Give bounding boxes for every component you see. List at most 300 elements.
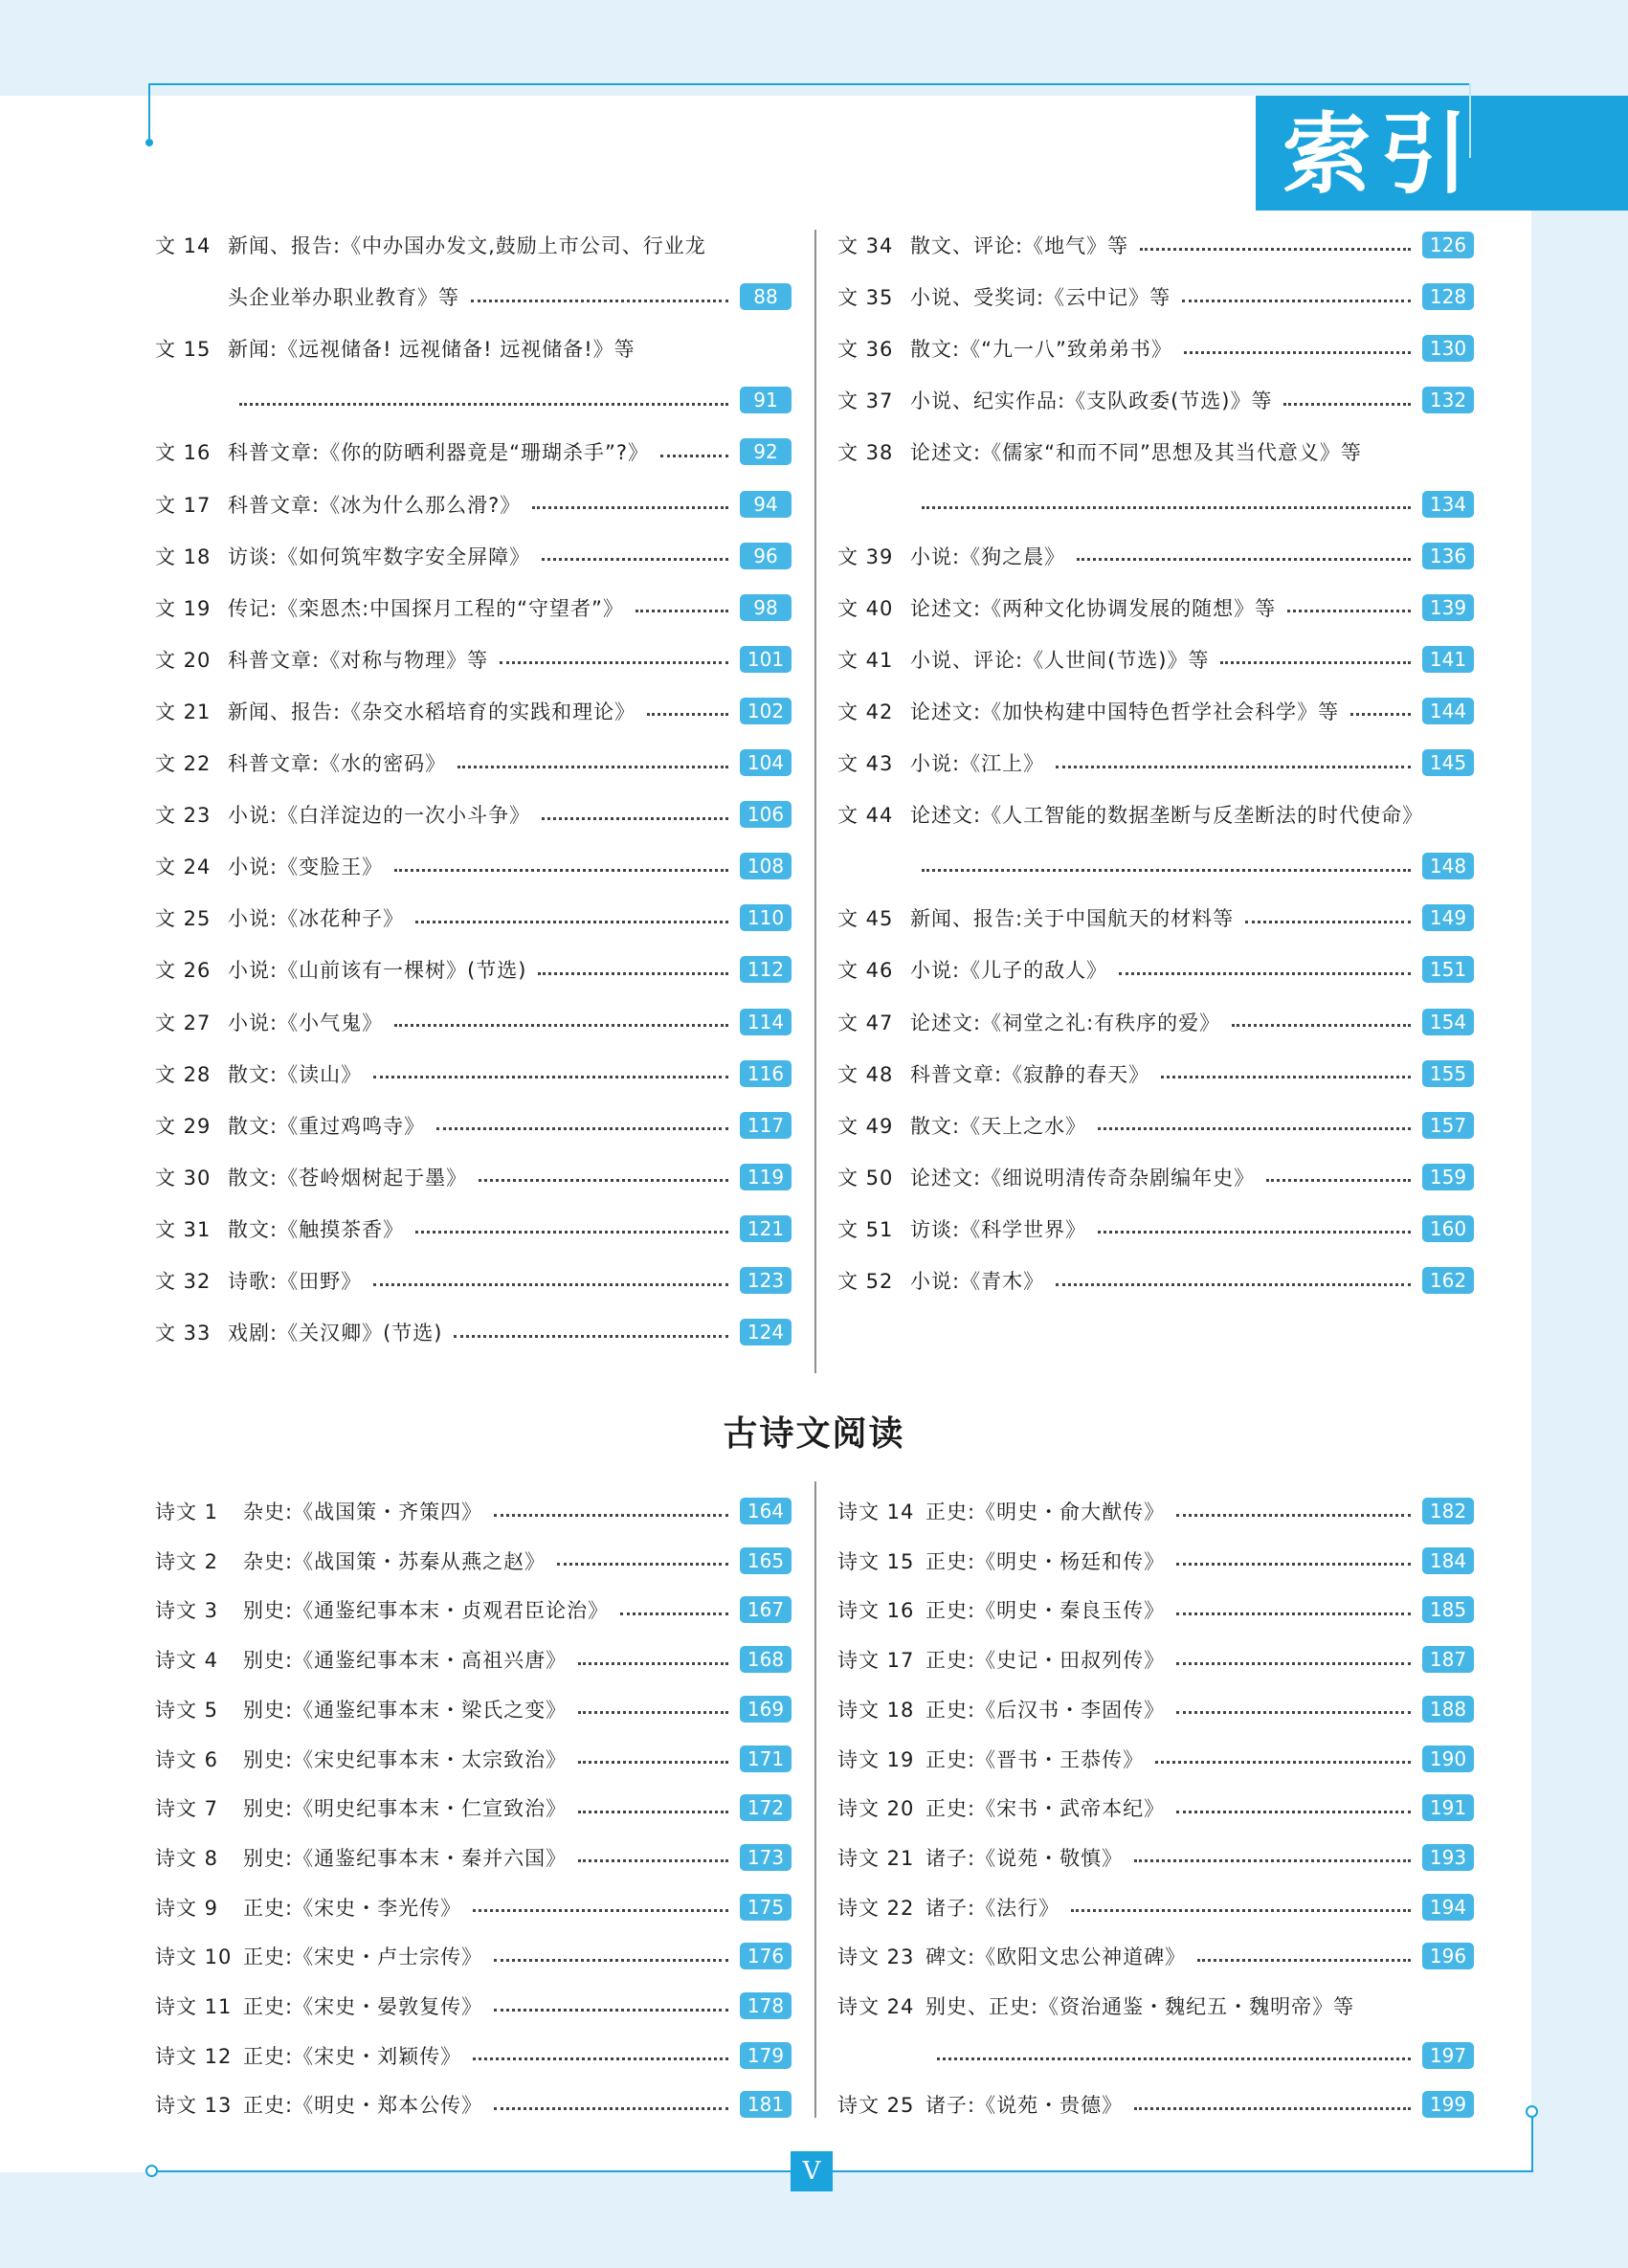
- toc-entry-title: 正史:《明史・郑本公传》: [243, 2094, 483, 2118]
- toc-page-badge: 94: [740, 491, 792, 518]
- frame-right-stub: [1531, 2113, 1533, 2172]
- toc-entry[interactable]: [155, 1832, 792, 1883]
- toc-entry[interactable]: [837, 1733, 1474, 1785]
- toc-entry-number: 诗文 24: [837, 1995, 915, 2018]
- toc-entry-number: 文 33: [155, 1322, 212, 1345]
- toc-leader-dots: [373, 1076, 728, 1078]
- toc-leader-dots: [937, 2057, 1411, 2060]
- toc-leader-dots: [1161, 1076, 1411, 1078]
- toc-page-badge: 184: [1422, 1547, 1474, 1574]
- toc-entry-title: 论述文:《细说明清传奇杂剧编年史》: [910, 1166, 1256, 1190]
- toc-page-badge: 149: [1422, 904, 1474, 931]
- toc-page-badge: 154: [1422, 1009, 1474, 1035]
- toc-leader-dots: [1140, 248, 1411, 251]
- toc-entry-title: 别史:《通鉴纪事本末・高祖兴唐》: [243, 1649, 568, 1673]
- toc-page-badge: 151: [1422, 956, 1474, 983]
- toc-page-badge: 173: [740, 1844, 792, 1871]
- toc-page-badge: 167: [740, 1596, 792, 1623]
- toc-entry-number: 诗文 4: [155, 1649, 219, 1673]
- toc-entry-number: 文 24: [155, 856, 212, 879]
- toc-entry-number: 诗文 7: [155, 1797, 219, 1821]
- toc-entry[interactable]: [926, 2030, 1474, 2081]
- toc-entry-number: 诗文 25: [837, 2094, 915, 2118]
- toc-entry-title: 别史:《宋史纪事本末・太宗致治》: [243, 1747, 568, 1771]
- toc-entry-number: 文 41: [837, 648, 894, 672]
- toc-entry[interactable]: [155, 1881, 792, 1933]
- toc-entry-title: 散文:《读山》: [228, 1062, 363, 1086]
- toc-leader-dots: [1176, 1612, 1411, 1615]
- toc-page-badge: 124: [740, 1319, 792, 1345]
- toc-leader-dots: [1184, 351, 1411, 354]
- toc-entry-number: 文 50: [837, 1166, 894, 1190]
- toc-entry-number: 文 26: [155, 959, 212, 983]
- toc-entry-number: 诗文 2: [155, 1549, 219, 1573]
- toc-page-badge: 144: [1422, 698, 1474, 724]
- toc-entry-title: 论述文:《两种文化协调发展的随想》等: [910, 596, 1277, 620]
- toc-entry-number: 文 43: [837, 752, 894, 775]
- toc-entry-title: 小说、评论:《人世间(节选)》等: [910, 648, 1210, 672]
- toc-entry-number: 文 37: [837, 389, 894, 413]
- toc-leader-dots: [1176, 1811, 1411, 1813]
- frame-left-stub: [148, 83, 150, 141]
- toc-page-badge: 139: [1422, 594, 1474, 621]
- toc-page-badge: 101: [740, 646, 792, 673]
- toc-entry-title: 科普文章:《你的防晒利器竟是“珊瑚杀手”?》: [228, 441, 649, 465]
- toc-entry-title: 小说:《狗之晨》: [910, 545, 1066, 568]
- frame-dot-top-left: [145, 139, 153, 146]
- toc-page-badge: 185: [1422, 1596, 1474, 1623]
- toc-entry-number: 文 42: [837, 700, 894, 723]
- toc-entry[interactable]: [837, 219, 1474, 271]
- toc-entry-number: 文 16: [155, 441, 212, 465]
- toc-leader-dots: [1197, 1959, 1411, 1962]
- toc-leader-dots: [542, 817, 728, 820]
- toc-entry[interactable]: [155, 2079, 792, 2130]
- toc-entry[interactable]: [837, 1255, 1474, 1306]
- toc-leader-dots: [647, 713, 728, 716]
- toc-entry[interactable]: [155, 322, 792, 374]
- toc-entry-title: 诗歌:《田野》: [228, 1270, 363, 1293]
- frame-ring-right: [1526, 2105, 1538, 2118]
- toc-entry-title: 正史:《史记・田叔列传》: [926, 1649, 1166, 1673]
- toc-entry[interactable]: [155, 789, 792, 840]
- toc-entry[interactable]: [837, 996, 1474, 1048]
- toc-entry-title: 正史:《宋史・李光传》: [243, 1896, 462, 1920]
- toc-entry[interactable]: [837, 271, 1474, 322]
- toc-entry-title: 散文:《触摸茶香》: [228, 1217, 405, 1241]
- toc-entry-number: 文 34: [837, 234, 894, 257]
- toc-entry-title: 正史:《明史・秦良玉传》: [926, 1599, 1166, 1623]
- toc-entry[interactable]: [155, 530, 792, 582]
- toc-leader-dots: [1176, 1514, 1411, 1517]
- toc-entry-number: 文 36: [837, 338, 894, 362]
- toc-entry-number: 文 44: [837, 804, 894, 828]
- toc-leader-dots: [578, 1711, 728, 1714]
- toc-entry[interactable]: [155, 1535, 792, 1587]
- toc-page-badge: 98: [740, 594, 792, 621]
- toc-entry[interactable]: [837, 1584, 1474, 1635]
- toc-entry-number: 文 39: [837, 545, 894, 568]
- toc-entry[interactable]: [837, 1634, 1474, 1685]
- toc-leader-dots: [532, 506, 728, 509]
- toc-entry-title: 别史:《明史纪事本末・仁宣致治》: [243, 1797, 568, 1821]
- toc-entry[interactable]: [155, 634, 792, 685]
- toc-page-badge: 171: [740, 1745, 792, 1772]
- toc-entry[interactable]: [155, 1930, 792, 1982]
- toc-entry-title: 头企业举办职业教育》等: [228, 286, 459, 310]
- toc-leader-dots: [1056, 1283, 1411, 1286]
- toc-leader-dots: [660, 455, 728, 457]
- toc-entry-number: 文 19: [155, 596, 212, 620]
- toc-page-badge: 126: [1422, 232, 1474, 258]
- toc-entry[interactable]: [837, 322, 1474, 374]
- toc-entry-title: 访谈:《如何筑牢数字安全屏障》: [228, 545, 531, 568]
- toc-page-badge: 159: [1422, 1164, 1474, 1190]
- toc-entry-number: 诗文 12: [155, 2044, 233, 2068]
- toc-page-badge: 197: [1422, 2042, 1474, 2069]
- toc-entry[interactable]: [155, 1306, 792, 1358]
- toc-entry[interactable]: [155, 685, 792, 737]
- toc-entry[interactable]: [837, 1782, 1474, 1834]
- toc-leader-dots: [454, 1335, 728, 1338]
- toc-leader-dots: [394, 1024, 728, 1027]
- toc-page-badge: 194: [1422, 1894, 1474, 1921]
- toc-page-badge: 88: [740, 283, 792, 310]
- toc-entry[interactable]: [837, 944, 1474, 995]
- toc-entry[interactable]: [837, 1100, 1474, 1151]
- toc-entry[interactable]: [155, 944, 792, 995]
- toc-entry-title: 论述文:《加快构建中国特色哲学社会科学》等: [910, 700, 1340, 723]
- toc-leader-dots: [471, 300, 728, 302]
- toc-entry[interactable]: [155, 1782, 792, 1834]
- page-title: 索引: [1282, 103, 1479, 206]
- toc-entry-number: 文 27: [155, 1011, 212, 1034]
- toc-entry[interactable]: [837, 426, 1474, 478]
- toc-page-badge: 106: [740, 801, 792, 828]
- toc-leader-dots: [373, 1283, 728, 1286]
- toc-entry-title: 传记:《栾恩杰:中国探月工程的“守望者”》: [228, 596, 624, 620]
- toc-entry-number: 诗文 17: [837, 1649, 915, 1673]
- toc-entry-number: 文 22: [155, 752, 212, 775]
- toc-leader-dots: [1283, 403, 1411, 406]
- toc-page-badge: 175: [740, 1894, 792, 1921]
- page-number: V: [791, 2151, 833, 2191]
- toc-page-badge: 134: [1422, 491, 1474, 518]
- toc-entry-title: 散文:《“九一八”致弟弟书》: [910, 338, 1172, 362]
- toc-entry-title: 科普文章:《水的密码》: [228, 752, 447, 775]
- toc-entry-number: 文 15: [155, 338, 212, 362]
- toc-page-badge: 165: [740, 1547, 792, 1574]
- toc-page-badge: 187: [1422, 1646, 1474, 1673]
- toc-entry[interactable]: [155, 1980, 792, 2032]
- toc-entry-title: 小说:《冰花种子》: [228, 907, 405, 931]
- toc-page-badge: 178: [740, 1992, 792, 2019]
- toc-entry-title: 散文、评论:《地气》等: [910, 234, 1129, 257]
- toc-entry[interactable]: [155, 737, 792, 789]
- toc-page-badge: 162: [1422, 1267, 1474, 1294]
- toc-entry-number: 文 21: [155, 700, 212, 723]
- toc-entry[interactable]: [155, 582, 792, 634]
- toc-entry-title: 科普文章:《寂静的春天》: [910, 1062, 1150, 1086]
- toc-entry-number: 诗文 16: [837, 1599, 915, 1623]
- toc-entry-title: 诸子:《说苑・敬慎》: [926, 1846, 1124, 1870]
- toc-leader-dots: [578, 1662, 728, 1665]
- toc-entry[interactable]: [155, 219, 792, 271]
- toc-entry-number: 诗文 14: [837, 1501, 915, 1523]
- toc-entry[interactable]: [837, 1151, 1474, 1203]
- toc-leader-dots: [1134, 1859, 1411, 1862]
- toc-entry-title: 散文:《苍岭烟树起于墨》: [228, 1166, 468, 1190]
- toc-page-badge: 148: [1422, 853, 1474, 879]
- toc-entry-number: 诗文 18: [837, 1698, 915, 1722]
- toc-entry-title: 小说:《江上》: [910, 752, 1045, 775]
- toc-entry[interactable]: [837, 374, 1474, 426]
- toc-entry-number: 文 28: [155, 1062, 212, 1086]
- toc-entry[interactable]: [155, 840, 792, 892]
- toc-page-badge: 121: [740, 1215, 792, 1242]
- toc-leader-dots: [479, 1179, 728, 1182]
- toc-entry[interactable]: [155, 1733, 792, 1785]
- toc-page-badge: 116: [740, 1060, 792, 1087]
- toc-entry-title: 小说:《小气鬼》: [228, 1011, 384, 1034]
- toc-page-badge: 191: [1422, 1794, 1474, 1821]
- toc-leader-dots: [457, 766, 728, 768]
- toc-page-badge: 169: [740, 1696, 792, 1723]
- toc-entry-number: 文 14: [155, 234, 212, 257]
- toc-entry[interactable]: [837, 634, 1474, 685]
- toc-entry[interactable]: [837, 530, 1474, 582]
- toc-entry[interactable]: [155, 1151, 792, 1203]
- toc-entry-title: 正史:《宋史・卢士宗传》: [243, 1946, 483, 1969]
- toc-entry-title: 论述文:《儒家“和而不同”思想及其当代意义》等: [910, 441, 1362, 465]
- toc-page-badge: 123: [740, 1267, 792, 1294]
- toc-leader-dots: [415, 1231, 728, 1234]
- toc-page-badge: 181: [740, 2091, 792, 2118]
- toc-leader-dots: [239, 403, 728, 406]
- toc-page-badge: 91: [740, 387, 792, 413]
- toc-page-badge: 114: [740, 1009, 792, 1035]
- toc-leader-dots: [494, 1959, 728, 1962]
- toc-entry[interactable]: [155, 1100, 792, 1151]
- toc-entry[interactable]: [155, 1584, 792, 1635]
- toc-leader-dots: [1245, 921, 1411, 923]
- toc-page-badge: 157: [1422, 1112, 1474, 1139]
- toc-entry-title: 新闻:《远视储备! 远视储备! 远视储备!》等: [228, 338, 636, 362]
- toc-entry[interactable]: [837, 1203, 1474, 1255]
- toc-entry-number: 文 49: [837, 1114, 894, 1138]
- toc-entry-title: 新闻、报告:《中办国办发文,鼓励上市公司、行业龙: [228, 234, 706, 257]
- toc-entry[interactable]: [837, 685, 1474, 737]
- toc-entry-title: 新闻、报告:关于中国航天的材料等: [910, 907, 1235, 931]
- toc-page-badge: 117: [740, 1112, 792, 1139]
- toc-entry-number: 诗文 1: [155, 1501, 219, 1523]
- toc-leader-dots: [578, 1761, 728, 1764]
- toc-page-badge: 145: [1422, 749, 1474, 776]
- toc-page-badge: 168: [740, 1646, 792, 1673]
- toc-page-badge: 104: [740, 749, 792, 776]
- toc-leader-dots: [578, 1859, 728, 1862]
- toc-page-badge: 193: [1422, 1844, 1474, 1871]
- toc-entry-number: 诗文 22: [837, 1896, 915, 1920]
- toc-page-badge: 119: [740, 1164, 792, 1190]
- toc-leader-dots: [1266, 1179, 1411, 1182]
- toc-entry-title: 诸子:《法行》: [926, 1896, 1060, 1920]
- toc-entry[interactable]: [155, 1485, 792, 1537]
- toc-entry[interactable]: [155, 1634, 792, 1685]
- toc-entry-number: 文 32: [155, 1270, 212, 1293]
- toc-entry[interactable]: [837, 582, 1474, 634]
- toc-entry[interactable]: [155, 1048, 792, 1100]
- toc-entry[interactable]: [837, 1881, 1474, 1933]
- toc-entry[interactable]: [155, 2030, 792, 2081]
- toc-entry-title: 访谈:《科学世界》: [910, 1217, 1087, 1241]
- toc-page-badge: 130: [1422, 335, 1474, 362]
- toc-entry-number: 文 29: [155, 1114, 212, 1138]
- toc-entry-number: 文 45: [837, 907, 894, 931]
- toc-leader-dots: [436, 1127, 728, 1130]
- toc-entry[interactable]: [155, 1683, 792, 1735]
- toc-entry-title: 正史:《明史・杨廷和传》: [926, 1549, 1166, 1573]
- toc-leader-dots: [557, 1563, 728, 1566]
- toc-entry-title: 小说、受奖词:《云中记》等: [910, 286, 1171, 310]
- toc-entry-title: 论述文:《祠堂之礼:有秩序的爱》: [910, 1011, 1221, 1034]
- toc-leader-dots: [1220, 661, 1411, 664]
- toc-page-badge: 199: [1422, 2091, 1474, 2118]
- toc-entry-number: 文 30: [155, 1166, 212, 1190]
- toc-leader-dots: [415, 921, 728, 923]
- toc-page-badge: 179: [740, 2042, 792, 2069]
- toc-leader-dots: [1182, 300, 1411, 302]
- toc-leader-dots: [494, 2009, 728, 2012]
- toc-entry[interactable]: [837, 789, 1474, 840]
- toc-page-badge: 108: [740, 853, 792, 879]
- toc-entry[interactable]: [228, 374, 792, 426]
- toc-entry[interactable]: [155, 1255, 792, 1306]
- toc-entry[interactable]: [155, 996, 792, 1048]
- toc-entry-title: 小说:《白洋淀边的一次小斗争》: [228, 804, 531, 828]
- toc-page-badge: 136: [1422, 543, 1474, 569]
- toc-entry[interactable]: [837, 737, 1474, 789]
- toc-entry[interactable]: [837, 1048, 1474, 1100]
- toc-entry-title: 小说:《青木》: [910, 1270, 1045, 1293]
- toc-leader-dots: [494, 2107, 728, 2110]
- toc-entry[interactable]: [228, 271, 792, 322]
- toc-entry-number: 文 46: [837, 959, 894, 983]
- toc-entry[interactable]: [155, 478, 792, 530]
- toc-leader-dots: [1176, 1662, 1411, 1665]
- toc-entry-title: 正史:《明史・俞大猷传》: [926, 1501, 1166, 1523]
- toc-entry[interactable]: [155, 892, 792, 944]
- toc-leader-dots: [1232, 1024, 1411, 1027]
- toc-leader-dots: [636, 610, 728, 612]
- toc-leader-dots: [542, 558, 728, 561]
- toc-entry-number: 诗文 19: [837, 1747, 915, 1771]
- toc-entry-title: 正史:《后汉书・李固传》: [926, 1698, 1166, 1722]
- toc-entry-number: 文 47: [837, 1011, 894, 1034]
- toc-page-badge: 196: [1422, 1943, 1474, 1969]
- toc-page-badge: 172: [740, 1794, 792, 1821]
- toc-page-badge: 96: [740, 543, 792, 569]
- section-title-classical: 古诗文阅读: [723, 1413, 905, 1454]
- toc-entry[interactable]: [155, 426, 792, 478]
- toc-leader-dots: [1119, 972, 1411, 975]
- toc-page-badge: 132: [1422, 387, 1474, 413]
- frame-ring-bottom-left: [145, 2165, 158, 2177]
- toc-entry[interactable]: [910, 840, 1474, 892]
- toc-entry-title: 正史:《宋史・刘颖传》: [243, 2044, 462, 2068]
- toc-page-badge: 141: [1422, 646, 1474, 673]
- toc-entry-number: 文 17: [155, 493, 212, 517]
- toc-entry-number: 文 48: [837, 1062, 894, 1086]
- toc-entry[interactable]: [837, 2079, 1474, 2130]
- toc-page-badge: 102: [740, 698, 792, 724]
- toc-leader-dots: [1098, 1231, 1411, 1234]
- toc-entry-title: 小说、纪实作品:《支队政委(节选)》等: [910, 389, 1273, 413]
- toc-entry-number: 诗文 13: [155, 2094, 233, 2118]
- toc-entry-title: 别史:《通鉴纪事本末・梁氏之变》: [243, 1698, 568, 1722]
- toc-entry[interactable]: [837, 1832, 1474, 1883]
- toc-entry-number: 文 52: [837, 1270, 894, 1293]
- toc-entry-title: 散文:《天上之水》: [910, 1114, 1087, 1138]
- toc-page-badge: 188: [1422, 1696, 1474, 1723]
- toc-entry-title: 别史:《通鉴纪事本末・秦并六国》: [243, 1846, 568, 1870]
- toc-entry-number: 诗文 5: [155, 1698, 219, 1722]
- toc-entry-number: 文 23: [155, 804, 212, 828]
- toc-entry[interactable]: [910, 478, 1474, 530]
- toc-page-badge: 112: [740, 956, 792, 983]
- toc-entry[interactable]: [837, 1980, 1474, 2032]
- toc-entry[interactable]: [837, 1485, 1474, 1537]
- column-divider-bottom: [814, 1481, 816, 2118]
- toc-leader-dots: [1134, 2107, 1411, 2110]
- toc-entry-number: 诗文 6: [155, 1747, 219, 1771]
- toc-page-badge: 110: [740, 904, 792, 931]
- toc-entry[interactable]: [837, 892, 1474, 944]
- toc-leader-dots: [922, 506, 1411, 509]
- toc-entry-title: 论述文:《人工智能的数据垄断与反垄断法的时代使命》: [910, 804, 1424, 828]
- toc-leader-dots: [1056, 766, 1411, 768]
- toc-entry-number: 诗文 21: [837, 1846, 915, 1870]
- frame-top-line: [148, 83, 1469, 85]
- toc-entry-number: 文 51: [837, 1217, 894, 1241]
- toc-page-badge: 182: [1422, 1498, 1474, 1524]
- toc-entry-number: 诗文 23: [837, 1946, 915, 1969]
- toc-leader-dots: [1350, 713, 1411, 716]
- toc-leader-dots: [1287, 610, 1411, 612]
- toc-entry[interactable]: [837, 1683, 1474, 1735]
- toc-entry-title: 正史:《宋书・武帝本纪》: [926, 1797, 1166, 1821]
- toc-page-badge: 190: [1422, 1745, 1474, 1772]
- toc-entry-number: 文 35: [837, 286, 894, 310]
- column-divider-top: [814, 230, 816, 1373]
- toc-leader-dots: [620, 1612, 728, 1615]
- toc-entry-number: 诗文 10: [155, 1946, 233, 1969]
- toc-entry[interactable]: [837, 1930, 1474, 1982]
- toc-page-badge: 176: [740, 1943, 792, 1969]
- toc-entry[interactable]: [155, 1203, 792, 1255]
- toc-entry-title: 散文:《重过鸡鸣寺》: [228, 1114, 426, 1138]
- toc-entry-title: 杂史:《战国策・苏秦从燕之赵》: [243, 1549, 546, 1573]
- toc-page-badge: 92: [740, 438, 792, 465]
- toc-entry-title: 碑文:《欧阳文忠公神道碑》: [926, 1946, 1187, 1969]
- toc-entry-title: 正史:《晋书・王恭传》: [926, 1747, 1145, 1771]
- toc-leader-dots: [1077, 558, 1411, 561]
- toc-entry-title: 小说:《儿子的敌人》: [910, 959, 1108, 983]
- toc-entry-number: 诗文 3: [155, 1599, 219, 1623]
- toc-entry-title: 新闻、报告:《杂交水稻培育的实践和理论》: [228, 700, 636, 723]
- toc-entry-title: 小说:《山前该有一棵树》(节选): [228, 959, 527, 983]
- toc-entry[interactable]: [837, 1535, 1474, 1587]
